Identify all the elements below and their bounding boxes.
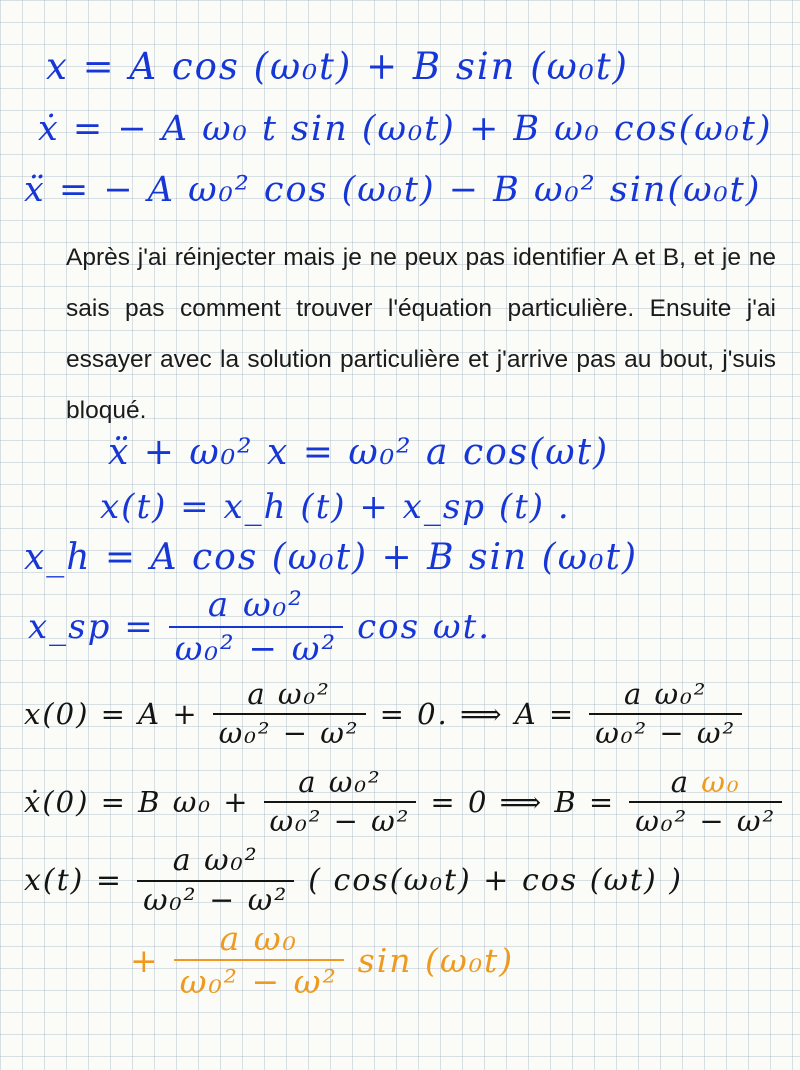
b-value-numerator-omega: ω₀ [690, 765, 741, 799]
continued-plus: + [130, 940, 160, 980]
particular-fraction [169, 585, 343, 669]
equation-initial-position [24, 677, 756, 750]
fraction-bar [629, 801, 782, 803]
initial-position-denominator: ω₀² − ω² [218, 716, 360, 750]
a-value-numerator: a ω₀² [623, 677, 708, 711]
equation-homogeneous: x_h = A cos (ω₀t) + B sin (ω₀t) [24, 537, 638, 578]
continued-fraction [174, 919, 344, 1001]
initial-velocity-lhs: ẋ(0) = B ω₀ + [24, 784, 250, 819]
equation-acceleration: ẍ = − A ω₀² cos (ω₀t) − B ω₀² sin(ω₀t) [24, 170, 762, 210]
initial-velocity-fraction [264, 765, 417, 838]
equation-position: x = A cos (ω₀t) + B sin (ω₀t) [46, 45, 629, 88]
equation-velocity: ẋ = − A ω₀ t sin (ω₀t) + B ω₀ cos(ω₀t) [38, 109, 773, 149]
initial-velocity-numerator: a ω₀² [298, 765, 382, 799]
fraction-bar [589, 713, 742, 715]
continued-denominator: ω₀² − ω² [179, 962, 338, 1001]
equation-differential: ẍ + ω₀² x = ω₀² a cos(ωt) [108, 432, 610, 473]
continued-numerator: a ω₀ [219, 919, 298, 958]
equation-final-solution-continued [130, 919, 515, 1001]
fraction-bar [174, 959, 344, 961]
question-paragraph: Après j'ai réinjecter mais je ne peux pas identifier A et B, et je ne sais pas comment trouver l'équation particulière. Ensuite j'ai essayer avec la solution particulière et j'arrive pas au bout, j'suis bloqué. [66, 244, 776, 424]
particular-rhs: cos ωt. [357, 607, 492, 647]
b-value-fraction [629, 765, 782, 838]
b-value-numerator-a: a [670, 765, 691, 799]
equation-general-solution: x(t) = x_h (t) + x_sp (t) . [100, 487, 571, 527]
final-solution-rhs: ( cos(ω₀t) + cos (ωt) ) [308, 863, 683, 898]
a-value-fraction [589, 677, 742, 750]
particular-numerator: a ω₀² [207, 585, 304, 625]
initial-position-numerator: a ω₀² [247, 677, 331, 711]
equation-initial-velocity [24, 765, 796, 838]
initial-position-lhs: x(0) = A + [24, 696, 199, 731]
final-solution-numerator: a ω₀² [172, 843, 259, 878]
initial-velocity-middle: = 0 ⟹ B = [430, 784, 616, 819]
fraction-bar [213, 713, 366, 715]
final-solution-fraction [137, 843, 294, 918]
equation-particular [28, 585, 492, 669]
fraction-bar [169, 626, 343, 628]
equation-final-solution [24, 843, 683, 918]
fraction-bar [264, 801, 417, 803]
particular-denominator: ω₀² − ω² [174, 629, 338, 669]
initial-position-middle: = 0. ⟹ A = [379, 696, 576, 731]
continued-rhs: sin (ω₀t) [357, 940, 515, 980]
final-solution-lhs: x(t) = [24, 863, 124, 898]
b-value-denominator: ω₀² − ω² [635, 804, 777, 838]
a-value-denominator: ω₀² − ω² [595, 716, 737, 750]
initial-velocity-denominator: ω₀² − ω² [269, 804, 411, 838]
final-solution-denominator: ω₀² − ω² [143, 883, 289, 918]
fraction-bar [137, 880, 294, 882]
particular-lhs: x_sp = [28, 607, 155, 647]
initial-position-fraction [213, 677, 366, 750]
b-value-numerator [665, 765, 747, 799]
